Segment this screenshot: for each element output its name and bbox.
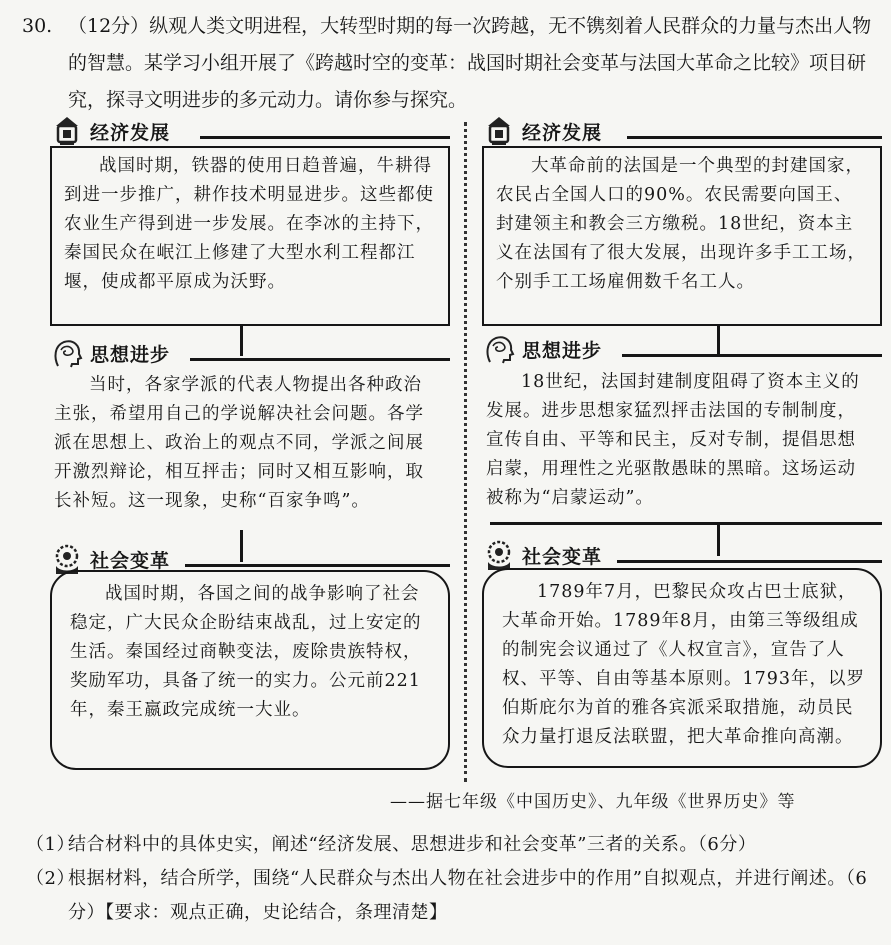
left-thought-text: 当时，各家学派的代表人物提出各种政治主张，希望用自己的学说解决社会问题。各学派在思想上、政治上的观点不同，学派之间展开激烈辩论，相互抨击；同时又相互影响，取长补短。这一现象，史称“百家争鸣”。 [54,375,424,511]
question-intro [22,8,872,119]
task-1-label: （1） [26,834,75,855]
right-society-title: 社会变革 [522,546,603,568]
left-society-text: 战国时期，各国之间的战争影响了社会稳定，广大民众企盼结束战乱，过上安定的生活。秦国经过商鞅变法，废除贵族特权，奖励军功，具备了统一的实力。公元前221年，秦王嬴政完成统一大业。 [70,584,422,720]
left-economy-text: 战国时期，铁器的使用日趋普遍，牛耕得到进一步推广，耕作技术明显进步。这些都使农业生产得到进一步发展。在李冰的主持下，秦国民众在岷江上修建了大型水利工程都江堰，使成都平原成为沃野。 [64,156,434,292]
header-rule [617,560,882,563]
task-1 [26,828,871,862]
left-economy-title: 经济发展 [90,122,171,144]
brain-head-icon [482,332,516,366]
task-1-text: 结合材料中的具体史实，阐述“经济发展、思想进步和社会变革”三者的关系。（6分） [68,834,757,855]
section-rule [490,522,882,525]
header-rule [622,354,882,357]
left-society-box [50,570,450,770]
header-rule [185,564,450,567]
task-2-text: 根据材料，结合所学，围绕“人民群众与杰出人物在社会进步中的作用”自拟观点，并进行阐述。（6分）【要求：观点正确，史论结合，条理清楚】 [68,868,868,923]
column-divider [464,122,467,782]
task-2 [26,862,871,930]
header-rule [190,358,450,361]
brain-head-icon [50,336,84,370]
lantern-icon [50,114,84,148]
left-society-title: 社会变革 [90,550,171,572]
right-economy-text: 大革命前的法国是一个典型的封建国家，农民占全国人口的90%。农民需要向国王、封建领主和教会三方缴税。18世纪，资本主义在法国有了很大发展，出现许多手工工场，个别手工工场雇佣数千名工人。 [496,156,866,292]
header-rule [627,136,882,139]
header-rule [200,136,450,139]
question-intro-text: （12分）纵观人类文明进程，大转型时期的每一次跨越，无不镌刻着人民群众的力量与杰出人物的智慧。某学习小组开展了《跨越时空的变革：战国时期社会变革与法国大革命之比较》项目研究，探寻文明进步的多元动力。请你参与探究。 [68,15,872,111]
hand-gear-icon [482,538,516,572]
left-economy-box [50,146,450,326]
lantern-icon [482,114,516,148]
right-economy-title: 经济发展 [522,122,603,144]
left-thought-title: 思想进步 [90,344,171,366]
right-thought-text: 18世纪，法国封建制度阻碍了资本主义的发展。进步思想家猛烈抨击法国的专制制度，宣传自由、平等和民主，反对专制，提倡思想启蒙，用理性之光驱散愚昧的黑暗。这场运动被称为“启蒙运动”。 [486,372,860,508]
right-thought-title: 思想进步 [522,340,603,362]
right-society-box [482,568,882,768]
task-2-label: （2） [26,868,75,889]
right-thought-box [482,364,882,524]
left-thought-box [50,367,450,527]
right-economy-box [482,146,882,326]
source-attribution: ——据七年级《中国历史》、九年级《世界历史》等 [390,792,796,812]
question-number: 30. [22,15,53,37]
right-society-text: 1789年7月，巴黎民众攻占巴士底狱，大革命开始。1789年8月，由第三等级组成的制宪会议通过了《人权宣言》，宣告了人权、平等、自由等基本原则。1793年，以罗伯斯庇尔为首的雅各宾派采取措施，动员民众力量打退反法联盟，把大革命推向高潮。 [502,582,866,747]
